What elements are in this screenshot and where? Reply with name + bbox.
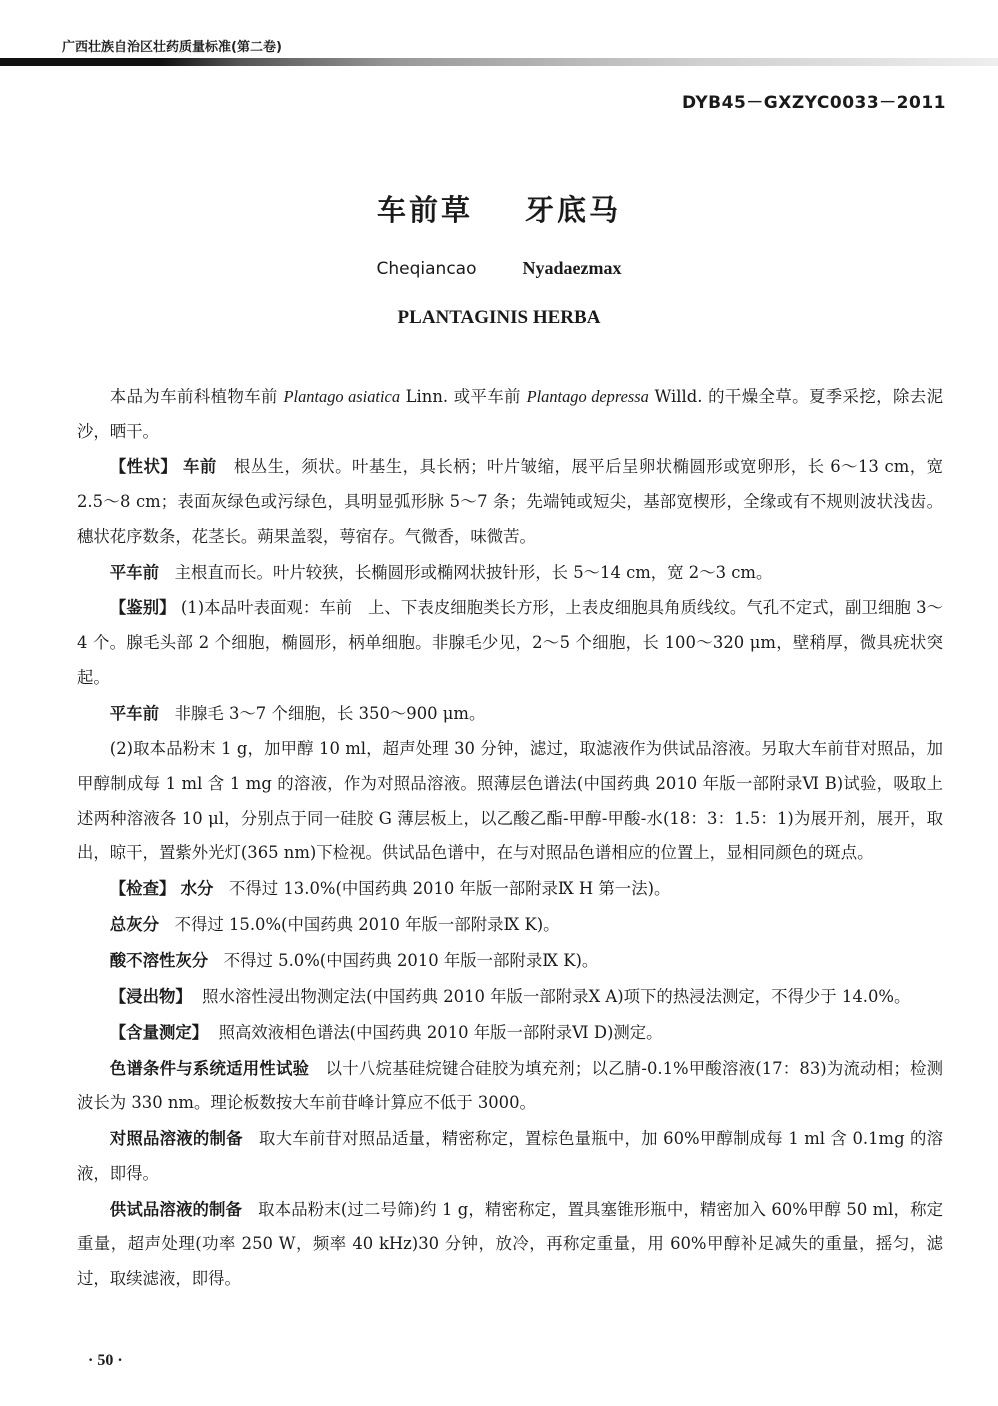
subsection-label: 色谱条件与系统适用性试验 <box>109 1058 310 1078</box>
text-run: (2)取本品粉末 1 g，加甲醇 10 ml，超声处理 30 分钟，滤过，取滤液作为供试品溶液。另取大车前苷对照品，加甲醇制成每 1 ml 含 1 mg 的溶液，作为对照品溶液。照薄层色谱法(中国药典 2010 年版一部附录Ⅵ B)试验，吸取上述两种溶液各 10 μl，分别点于同一硅胶 G 薄层板上，以乙酸乙酯-甲醇-甲酸-水(18：3：1.5：1)为展开剂，展开，取出，晾干，置紫外光灯(365 nm)下检视。供试品色谱中，在与对照品色谱相应的位置上，显相同颜色的斑点。 <box>77 739 943 863</box>
text-run: (1)本品叶表面观：车前 <box>180 598 353 618</box>
identification-paragraph-2 <box>77 697 943 732</box>
chromatography-paragraph <box>77 1052 943 1121</box>
source-paragraph <box>77 380 943 449</box>
section-heading: 【检查】 <box>109 879 176 899</box>
subsection-label: 车前 <box>183 457 217 477</box>
subsection-label: 供试品溶液的制备 <box>109 1199 243 1219</box>
text-run: 取本品粉末(过二号筛)约 1 g，精密称定，置具塞锥形瓶中，精密加入 60%甲醇 50 ml，称定重量，超声处理(功率 250 W，频率 40 kHz)30 分钟，放冷，再称定重量，用 60%甲醇补足减失的重量，摇匀，滤过，取续滤液，即得。 <box>77 1199 943 1288</box>
assay-paragraph <box>77 1016 943 1051</box>
page-title <box>0 188 998 229</box>
species-name: Plantago depressa <box>526 387 649 406</box>
section-heading: 【鉴别】 <box>109 598 176 618</box>
document-code: DYB45－GXZYC0033－2011 <box>682 93 946 113</box>
pinyin-name: Cheqiancao <box>376 259 477 279</box>
total-ash-paragraph <box>77 908 943 943</box>
latin-name: PLANTAGINIS HERBA <box>397 307 601 328</box>
running-head: 广西壮族自治区壮药质量标准(第二卷) <box>62 40 282 55</box>
text-run: 取大车前苷对照品适量，精密称定，置棕色量瓶中，加 60%甲醇制成每 1 ml 含 0.1mg 的溶液，即得。 <box>77 1129 944 1183</box>
species-name: Plantago asiatica <box>283 387 401 406</box>
subsection-label: 总灰分 <box>109 914 159 934</box>
text-run: 非腺毛 3～7 个细胞，长 350～900 μm。 <box>174 703 486 723</box>
reference-solution-paragraph <box>77 1122 943 1191</box>
section-heading: 【性状】 <box>109 457 178 477</box>
description-paragraph <box>77 450 943 554</box>
header-rule <box>0 58 998 66</box>
monograph-body <box>77 380 943 1298</box>
subsection-label: 对照品溶液的制备 <box>109 1129 243 1149</box>
text-run: 上、下表皮细胞类长方形，上表皮细胞具角质线纹。气孔不定式，副卫细胞 3～4 个。腺毛头部 2 个细胞，椭圆形，柄单细胞。非腺毛少见，2～5 个细胞，长 100～320 μm，壁稍厚，微具疣状突起。 <box>77 598 944 687</box>
text-run: Willd. 的干燥全草。夏季采挖，除去泥沙，晒干。 <box>77 387 943 441</box>
subsection-label: 平车前 <box>109 562 159 582</box>
text-run: 照水溶性浸出物测定法(中国药典 2010 年版一部附录Ⅹ A)项下的热浸法测定，不得少于 14.0%。 <box>202 986 911 1006</box>
test-solution-paragraph <box>77 1193 943 1297</box>
zhuang-pinyin-name: Nyadaezmax <box>522 258 622 278</box>
text-run: 不得过 13.0%(中国药典 2010 年版一部附录Ⅸ H 第一法)。 <box>229 879 671 899</box>
inspection-paragraph <box>77 872 943 907</box>
text-run: 以十八烷基硅烷键合硅胶为填充剂；以乙腈-0.1%甲酸溶液(17：83)为流动相；检测波长为 330 nm。理论板数按大车前苷峰计算应不低于 3000。 <box>77 1058 943 1113</box>
description-paragraph-2 <box>77 556 943 591</box>
text-run: 不得过 5.0%(中国药典 2010 年版一部附录Ⅸ K)。 <box>223 950 599 970</box>
page-number: · 50 · <box>88 1352 123 1369</box>
tlc-paragraph <box>77 732 943 870</box>
text-run: 根丛生，须状。叶基生，具长柄；叶片皱缩，展平后呈卵状椭圆形或宽卵形，长 6～13 cm，宽 2.5～8 cm；表面灰绿色或污绿色，具明显弧形脉 5～7 条；先端钝或短尖，基部宽楔形，全缘或有不规则波状浅齿。穗状花序数条，花茎长。蒴果盖裂，萼宿存。气微香，味微苦。 <box>77 457 944 546</box>
chinese-name: 车前草 <box>376 193 473 227</box>
section-heading: 【浸出物】 <box>109 986 192 1006</box>
subsection-label: 平车前 <box>109 703 159 723</box>
extract-paragraph <box>77 980 943 1015</box>
zhuang-name: 牙底马 <box>525 193 622 227</box>
text-run: 本品为车前科植物车前 <box>109 387 284 406</box>
pinyin-line <box>0 258 998 279</box>
text-run: 不得过 15.0%(中国药典 2010 年版一部附录Ⅸ K)。 <box>174 914 560 934</box>
subsection-label: 酸不溶性灰分 <box>109 950 209 970</box>
text-run: Linn. 或平车前 <box>400 387 527 406</box>
text-run: 主根直而长。叶片较狭，长椭圆形或椭网状披针形，长 5～14 cm，宽 2～3 cm。 <box>174 562 773 582</box>
identification-paragraph <box>77 591 943 695</box>
section-heading: 【含量测定】 <box>109 1022 209 1042</box>
acid-ash-paragraph <box>77 944 943 979</box>
text-run: 照高效液相色谱法(中国药典 2010 年版一部附录Ⅵ D)测定。 <box>218 1022 663 1042</box>
subsection-label: 水分 <box>180 879 214 899</box>
